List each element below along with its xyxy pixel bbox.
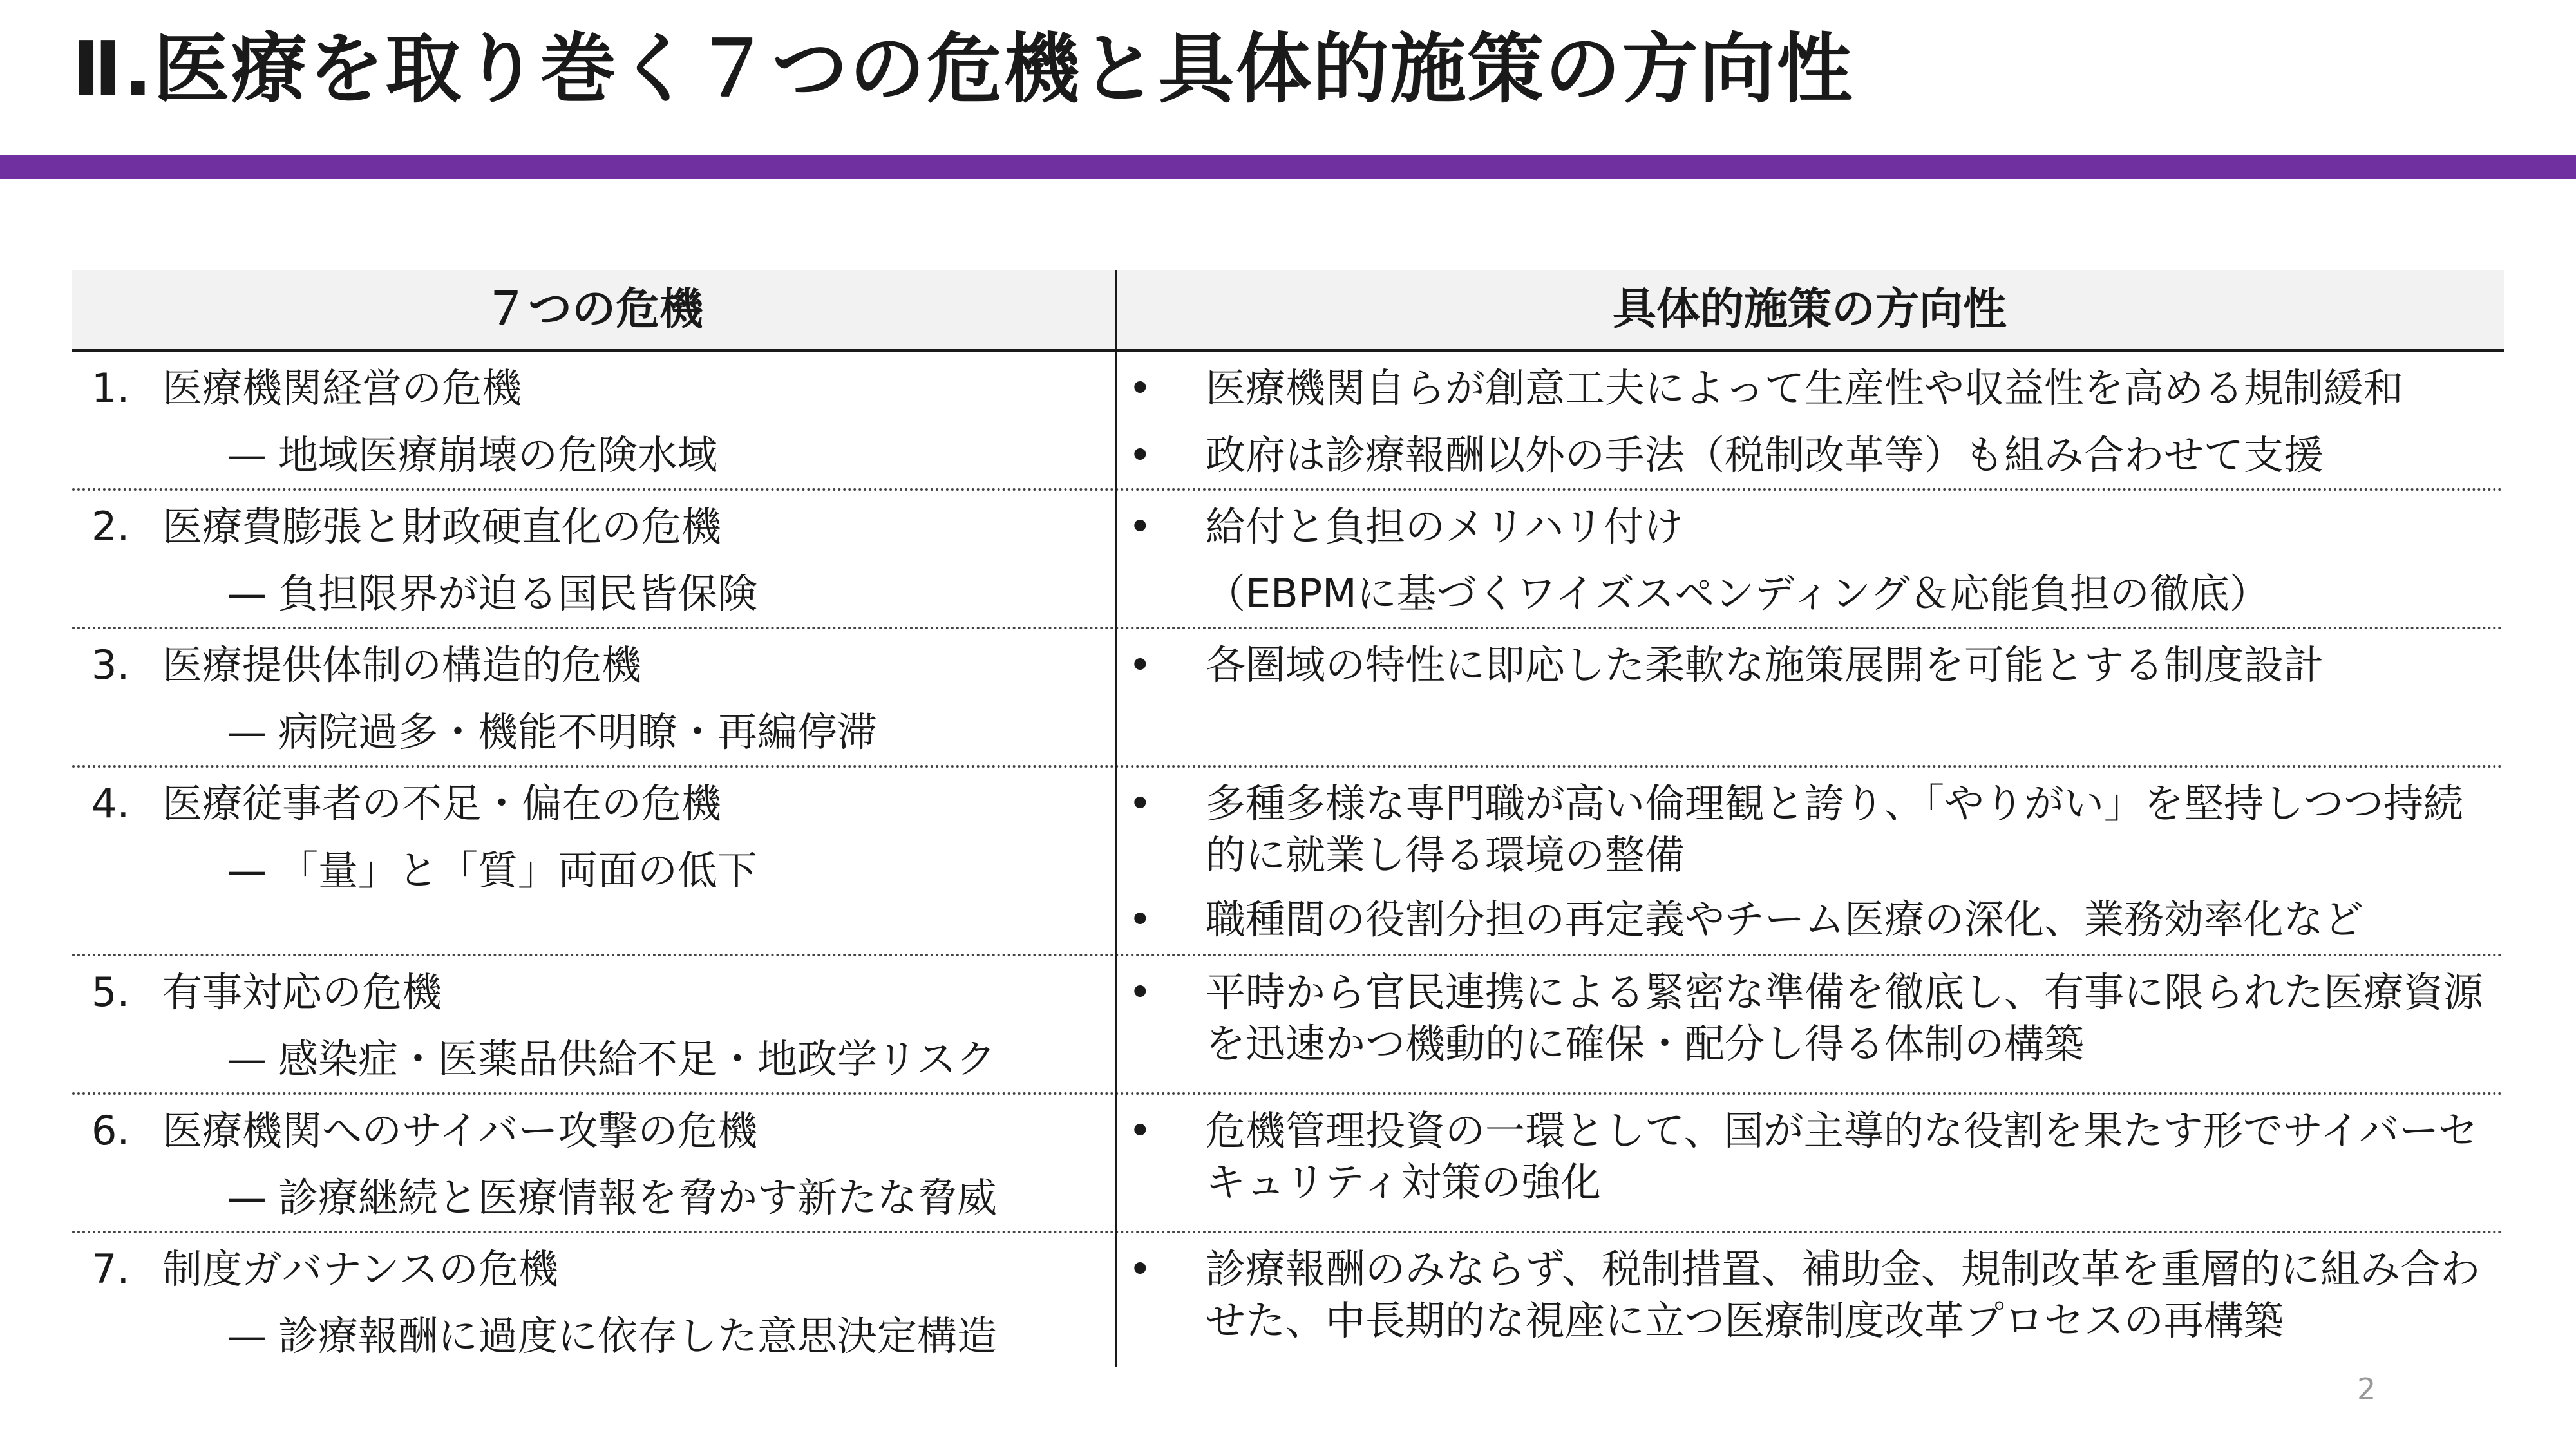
crisis-sub-label: 診療継続と医療情報を脅かす新たな脅威 [278, 1174, 998, 1221]
dash: — [227, 431, 267, 478]
crisis-number: 6. [91, 1107, 130, 1154]
bullet-dot: • [1128, 503, 1152, 550]
crisis-title [91, 1244, 558, 1295]
crisis-title [91, 967, 442, 1018]
page-number: 2 [2357, 1372, 2376, 1406]
measure-text: 多種多様な専門職が高い倫理観と誇り、「やりがい」を堅持しつつ持続的に就業し得る環境の整備 [1206, 780, 2464, 878]
measure-item [1128, 778, 2500, 881]
crisis-subtitle [227, 845, 757, 896]
measure-item [1128, 430, 2500, 481]
dash: — [227, 708, 267, 755]
crisis-subtitle [227, 706, 877, 758]
measure-text: 診療報酬のみならず、税制措置、補助金、規制改革を重層的に組み合わせた、中長期的な視座に立つ医療制度改革プロセスの再構築 [1206, 1245, 2481, 1344]
crisis-label: 医療費膨張と財政硬直化の危機 [162, 503, 722, 550]
measure-text: 給付と負担のメリハリ付け [1206, 503, 1684, 550]
table-row [72, 768, 2504, 956]
crisis-label: 制度ガバナンスの危機 [162, 1245, 559, 1293]
bullet-dot: • [1128, 1245, 1152, 1293]
measure-text: （EBPMに基づくワイズスペンディング＆応能負担の徹底） [1206, 570, 2269, 617]
dash: — [227, 1036, 267, 1083]
crisis-label: 医療提供体制の構造的危機 [162, 641, 642, 688]
slide-title: Ⅱ.医療を取り巻く７つの危機と具体的施策の方向性 [72, 24, 1854, 113]
bullet-dot: • [1128, 780, 1152, 827]
measure-item [1128, 501, 2500, 553]
crisis-title [91, 639, 641, 691]
measure-text: 医療機関自らが創意工夫によって生産性や収益性を高める規制緩和 [1206, 365, 2404, 412]
table-row [72, 352, 2504, 491]
crisis-title [91, 778, 721, 829]
crisis-label: 医療機関経営の危機 [162, 365, 522, 412]
measure-item [1128, 1105, 2500, 1208]
crisis-sub-label: 「量」と「質」両面の低下 [278, 847, 758, 894]
measure-text: 平時から官民連携による緊密な準備を徹底し、有事に限られた医療資源を迅速かつ機動的に確保・配分し得る体制の構築 [1206, 969, 2484, 1067]
title-accent-bar [0, 155, 2576, 179]
table-header [72, 270, 2504, 352]
measure-item [1128, 363, 2500, 414]
measure-text: 職種間の役割分担の再定義やチーム医療の深化、業務効率化など [1206, 896, 2364, 943]
crisis-subtitle [227, 430, 717, 481]
bullet-dot: • [1128, 896, 1152, 943]
table-row [72, 956, 2504, 1095]
measure-item [1128, 639, 2500, 691]
header-measures: 具体的施策の方向性 [1612, 284, 2007, 335]
crisis-table [72, 270, 2504, 1372]
crisis-sub-label: 感染症・医薬品供給不足・地政学リスク [278, 1036, 996, 1083]
bullet-dot: • [1128, 641, 1152, 688]
crisis-sub-label: 地域医療崩壊の危険水域 [278, 431, 718, 478]
crisis-number: 3. [91, 641, 130, 688]
crisis-sub-label: 診療報酬に過度に依存した意思決定構造 [278, 1312, 998, 1359]
crisis-number: 2. [91, 503, 130, 550]
crisis-number: 1. [91, 365, 130, 412]
dash: — [227, 570, 267, 617]
crisis-subtitle [227, 568, 757, 620]
crisis-subtitle [227, 1034, 996, 1085]
measure-item [1128, 894, 2500, 945]
measure-continuation [1128, 568, 2500, 620]
table-row [72, 629, 2504, 768]
header-crises: ７つの危機 [484, 284, 703, 335]
crisis-label: 医療機関へのサイバー攻撃の危機 [162, 1107, 758, 1154]
measure-text: 政府は診療報酬以外の手法（税制改革等）も組み合わせて支援 [1206, 431, 2324, 478]
table-row [72, 491, 2504, 629]
dash: — [227, 847, 267, 894]
bullet-dot: • [1128, 365, 1152, 412]
crisis-title [91, 363, 522, 414]
crisis-subtitle [227, 1311, 997, 1362]
crisis-label: 有事対応の危機 [162, 969, 442, 1016]
crisis-title [91, 1105, 757, 1157]
crisis-number: 5. [91, 969, 130, 1016]
dash: — [227, 1174, 267, 1221]
table-row [72, 1233, 2504, 1372]
crisis-label: 医療従事者の不足・偏在の危機 [162, 780, 722, 827]
measure-item [1128, 967, 2500, 1070]
crisis-number: 7. [91, 1245, 130, 1293]
crisis-sub-label: 負担限界が迫る国民皆保険 [278, 570, 758, 617]
column-divider [1115, 270, 1117, 1367]
measure-item [1128, 1244, 2500, 1347]
measure-text: 危機管理投資の一環として、国が主導的な役割を果たす形でサイバーセキュリティ対策の強化 [1206, 1107, 2478, 1206]
dash: — [227, 1312, 267, 1359]
bullet-dot: • [1128, 1107, 1152, 1154]
bullet-dot: • [1128, 431, 1152, 478]
bullet-dot: • [1128, 969, 1152, 1016]
crisis-subtitle [227, 1172, 997, 1224]
crisis-number: 4. [91, 780, 130, 827]
table-row [72, 1095, 2504, 1233]
crisis-title [91, 501, 721, 553]
measure-text: 各圏域の特性に即応した柔軟な施策展開を可能とする制度設計 [1206, 641, 2324, 688]
crisis-sub-label: 病院過多・機能不明瞭・再編停滞 [278, 708, 878, 755]
